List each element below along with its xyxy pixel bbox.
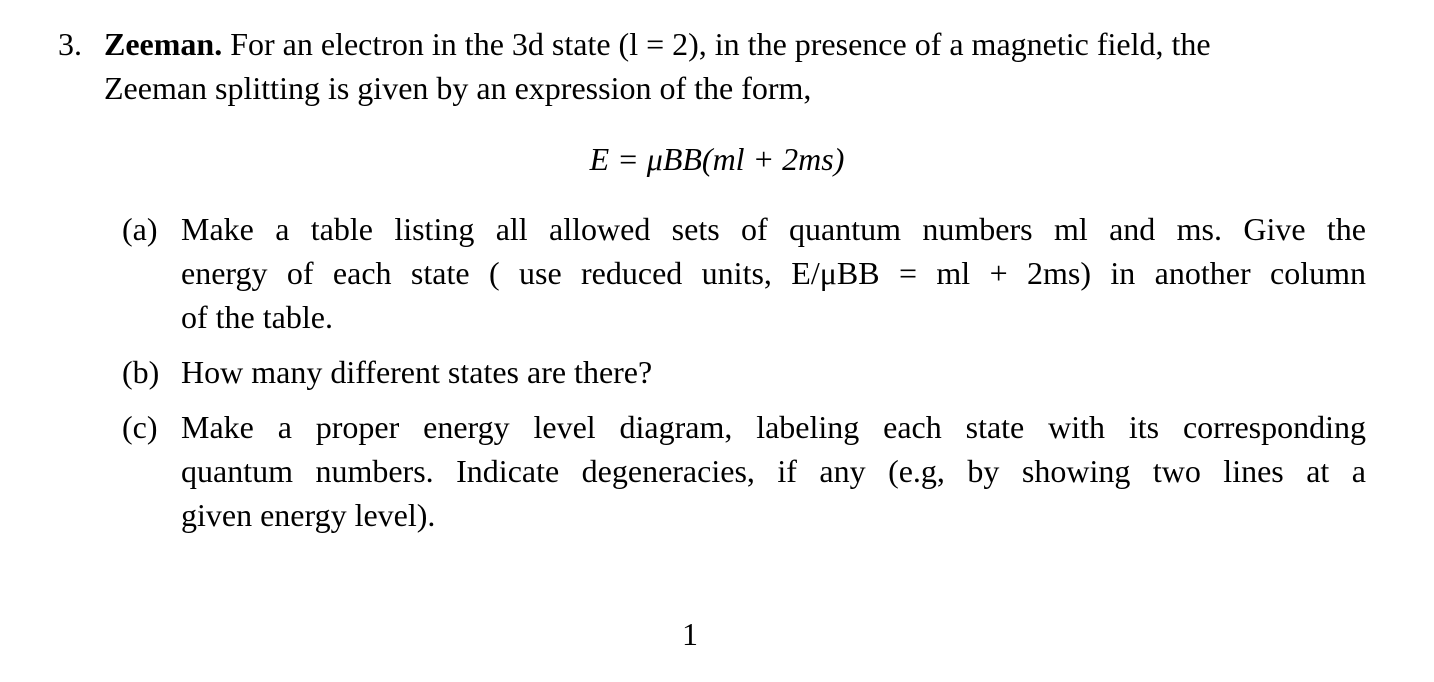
part-c-line-3: given energy level). bbox=[181, 497, 436, 533]
part-c-line-1: Make a proper energy level diagram, labeling each state with its corresponding bbox=[181, 409, 1366, 445]
part-a-line-2: energy of each state ( use reduced units, E/μBB = ml + 2ms) in another column bbox=[181, 255, 1366, 291]
problem-intro-line-2: Zeeman splitting is given by an expression of the form, bbox=[104, 70, 812, 106]
problem-title: Zeeman. bbox=[104, 26, 223, 62]
problem-number: 3. bbox=[58, 26, 82, 62]
part-c-label: (c) bbox=[122, 409, 158, 445]
zeeman-equation: E = μBB(ml + 2ms) bbox=[589, 141, 845, 177]
part-a-line-3: of the table. bbox=[181, 299, 333, 335]
page-number: 1 bbox=[682, 616, 698, 652]
part-c-line-2: quantum numbers. Indicate degeneracies, if any (e.g, by showing two lines at a bbox=[181, 453, 1366, 489]
part-a-label: (a) bbox=[122, 211, 158, 247]
problem-intro-line-1 bbox=[104, 22, 1366, 66]
part-c-body bbox=[181, 405, 1366, 537]
problem-intro-text-1: For an electron in the 3d state (l = 2), in the presence of a magnetic field, the bbox=[230, 26, 1211, 62]
part-a-line-1: Make a table listing all allowed sets of quantum numbers ml and ms. Give the bbox=[181, 211, 1366, 247]
part-a-body bbox=[181, 207, 1366, 339]
part-b-line-1: How many different states are there? bbox=[181, 354, 653, 390]
part-b-body bbox=[181, 350, 1366, 394]
part-b-label: (b) bbox=[122, 354, 160, 390]
